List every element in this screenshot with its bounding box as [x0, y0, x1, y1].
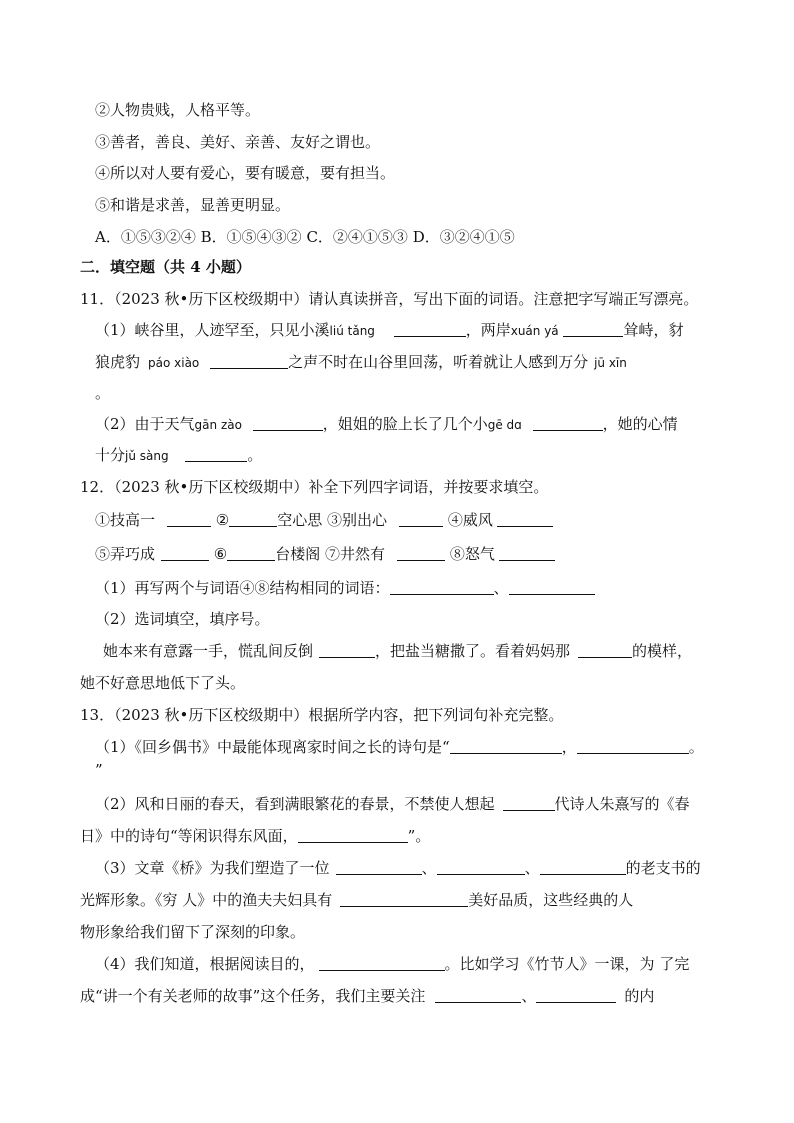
answer-blank[interactable]: [229, 511, 277, 527]
idiom-row-1: ①技高一 ② 空心思 ③别出心 ④威风: [95, 510, 553, 530]
statement-2: ②人物贵贱，人格平等。: [95, 101, 261, 119]
pinyin: gē dɑ: [487, 418, 522, 432]
option-c[interactable]: C．②④①⑤③: [306, 228, 408, 246]
answer-blank[interactable]: [533, 415, 603, 431]
q11-part2-line1: （2）由于天气gān zào ，姐姐的脸上长了几个小gē dɑ ，她的心情: [95, 415, 678, 433]
answer-blank[interactable]: [336, 859, 422, 875]
q12-stem: 12．（2023 秋•历下区校级期中）补全下列四字词语，并按要求填空。: [80, 478, 549, 496]
pinyin: páo xiào: [148, 356, 200, 370]
q11-part1-line3: 。: [95, 384, 111, 402]
q13-sub1-quote: ”: [95, 761, 103, 779]
answer-blank[interactable]: [563, 321, 623, 337]
answer-blank[interactable]: [578, 642, 632, 658]
answer-blank[interactable]: [536, 987, 616, 1003]
answer-blank[interactable]: [319, 955, 445, 971]
answer-blank[interactable]: [253, 415, 323, 431]
statement-4: ④所以对人要有爱心，要有暖意，要有担当。: [95, 164, 396, 182]
answer-blank[interactable]: [210, 353, 288, 369]
q13-sub3-line3: 物形象给我们留下了深刻的印象。: [80, 923, 306, 941]
section-title: 二．填空题（共 4 小题）: [80, 258, 251, 276]
option-d[interactable]: D．③②④①⑤: [412, 228, 515, 246]
answer-blank[interactable]: [390, 579, 494, 595]
answer-blank[interactable]: [397, 545, 445, 561]
q11-part1-line2: 狼虎豹 páo xiào 之声不时在山谷里回荡，听着就让人感到万分 jū xīn: [95, 353, 627, 371]
answer-blank[interactable]: [450, 738, 562, 754]
pinyin: gān zào: [194, 418, 242, 432]
answer-blank[interactable]: [437, 859, 525, 875]
answer-blank[interactable]: [540, 859, 626, 875]
pinyin: jū xīn: [594, 356, 627, 370]
answer-blank[interactable]: [167, 511, 211, 527]
q12-paragraph-line2: 她不好意思地低下了头。: [80, 674, 246, 692]
q11-stem: 11．（2023 秋•历下区校级期中）请认真读拼音，写出下面的词语。注意把字写端正写漂亮。: [80, 290, 699, 308]
q13-sub4-line2: 成“讲一个有关老师的故事”这个任务，我们主要关注 、 的内: [80, 987, 655, 1005]
answer-blank[interactable]: [499, 545, 555, 561]
q12-sub2: （2）选词填空，填序号。: [95, 610, 270, 628]
answer-blank[interactable]: [497, 511, 553, 527]
option-a[interactable]: A．①⑤③②④: [95, 228, 196, 246]
statement-3: ③善者，善良、美好、亲善、友好之谓也。: [95, 133, 381, 151]
answer-blank[interactable]: [340, 891, 468, 907]
q11-part1-line1: （1）峡谷里，人迹罕至，只见小溪liú tǎng ，两岸xuán yá 耸峙，豺: [95, 321, 684, 339]
answer-blank[interactable]: [161, 545, 209, 561]
q13-sub1: （1）《回乡偶书》中最能体现离家时间之长的诗句是“ ， 。: [95, 738, 704, 756]
q12-sub1: （1）再写两个与词语④⑧结构相同的词语： 、: [95, 578, 595, 598]
answer-blank[interactable]: [399, 511, 443, 527]
option-b[interactable]: B．①⑤④③②: [200, 228, 302, 246]
answer-blank[interactable]: [185, 446, 247, 462]
q10-options: [95, 227, 515, 247]
q13-sub3-line1: （3）文章《桥》为我们塑造了一位 、 、 的老支书的: [95, 859, 701, 877]
answer-blank[interactable]: [319, 642, 375, 658]
statement-5: ⑤和谐是求善，显善更明显。: [95, 196, 291, 214]
q13-sub4-line1: （4）我们知道，根据阅读目的， 。比如学习《竹节人》一课，为 了完: [95, 955, 690, 973]
q13-sub2-line2: 日》中的诗句“等闲识得东风面， ”。: [80, 827, 431, 845]
answer-blank[interactable]: [509, 579, 595, 595]
answer-blank[interactable]: [503, 795, 555, 811]
idiom-row-2: ⑤弄巧成 ⑥ 台楼阁 ⑦井然有 ⑧怒气: [95, 544, 555, 564]
pinyin: xuán yá: [510, 324, 559, 338]
q12-paragraph-line1: 她本来有意露一手，慌乱间反倒 ，把盐当糖撒了。看着妈妈那 的模样，: [103, 642, 693, 660]
q13-sub2-line1: （2）风和日丽的春天，看到满眼繁花的春景，不禁使人想起 代诗人朱熹写的《春: [95, 795, 690, 813]
q13-stem: 13．（2023 秋•历下区校级期中）根据所学内容，把下列词句补充完整。: [80, 706, 564, 724]
answer-blank[interactable]: [394, 321, 466, 337]
answer-blank[interactable]: [298, 827, 408, 843]
q13-sub3-line2: 光辉形象。《穷 人》中的渔夫夫妇具有 美好品质，这些经典的人: [80, 891, 634, 909]
answer-blank[interactable]: [227, 545, 275, 561]
pinyin: jǔ sàng: [125, 449, 169, 463]
pinyin: liú tǎng: [329, 324, 375, 338]
answer-blank[interactable]: [435, 987, 521, 1003]
q11-part2-line2: 十分jǔ sàng 。: [95, 446, 263, 464]
answer-blank[interactable]: [577, 738, 689, 754]
